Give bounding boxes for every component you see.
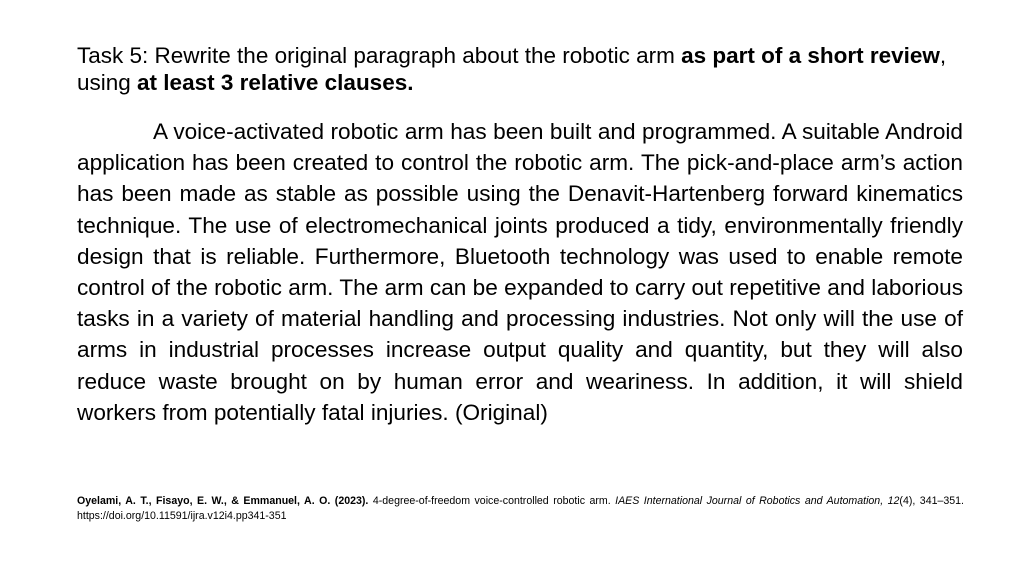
task-emphasis-clauses: at least 3 relative clauses.	[137, 70, 414, 95]
task-prefix: Task 5: Rewrite the original paragraph about the robotic arm	[77, 43, 682, 68]
task-instruction	[77, 42, 957, 96]
reference-citation	[77, 494, 964, 524]
citation-title: 4-degree-of-freedom voice-controlled robotic arm.	[368, 495, 616, 507]
citation-issue-pages: (4), 341–351. https://doi.org/10.11591/ijra.v12i4.pp341-351	[77, 495, 964, 522]
citation-authors: Oyelami, A. T., Fisayo, E. W., & Emmanuel, A. O. (2023).	[77, 495, 369, 507]
original-paragraph: A voice-activated robotic arm has been built and programmed. A suitable Android application has been created to control the robotic arm. The pick-and-place arm’s action has been made as stable as possible using the Denavit-Hartenberg forward kinematics technique. The use of electromechanical joints produced a tidy, environmentally friendly design that is reliable. Furthermore, Bluetooth technology was used to enable remote control of the robotic arm. The arm can be expanded to carry out repetitive and laborious tasks in a variety of material handling and processing industries. Not only will the use of arms in industrial processes increase output quality and quantity, but they will also reduce waste brought on by human error and weariness. In addition, it will shield workers from potentially fatal injuries. (Original)	[77, 119, 963, 425]
task-middle: , using	[77, 43, 947, 95]
citation-journal: IAES International Journal of Robotics and Automation, 12	[615, 495, 900, 507]
task-emphasis-review: as part of a short review	[681, 43, 940, 68]
